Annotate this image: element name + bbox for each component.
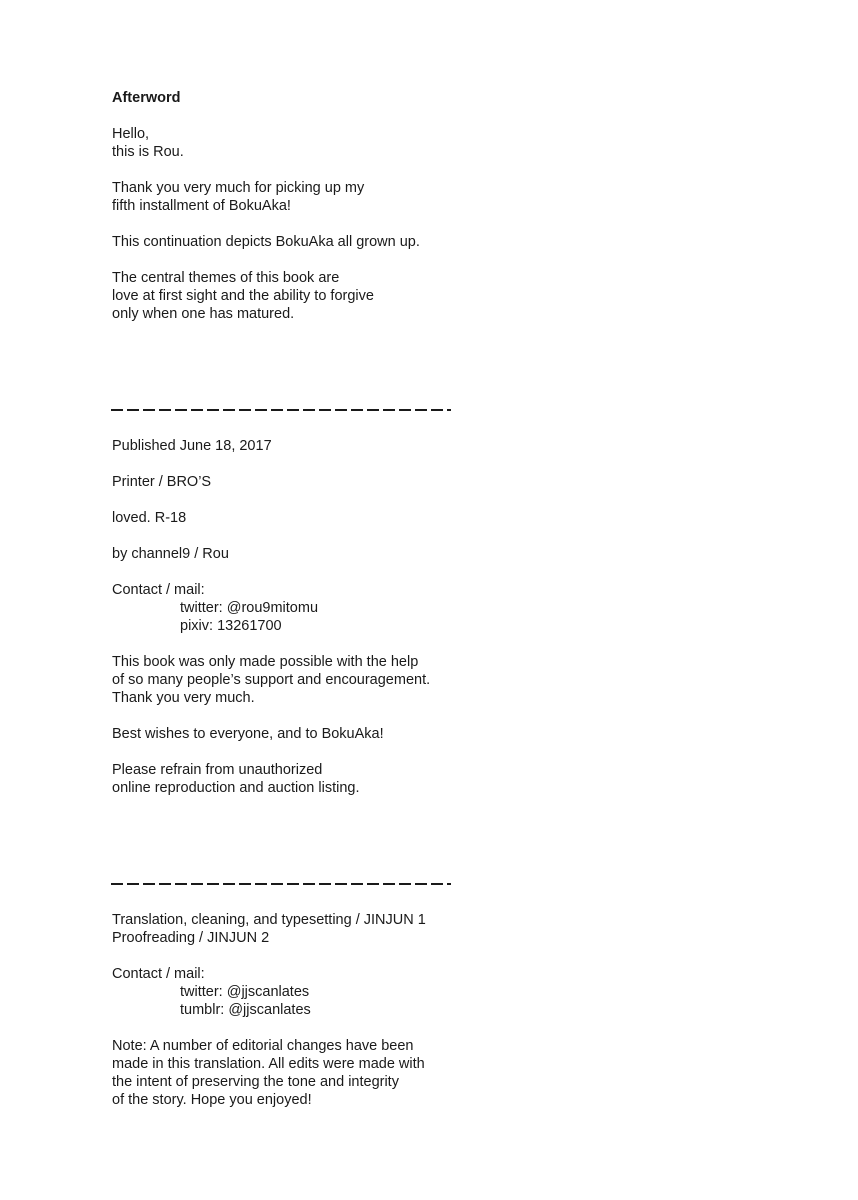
scanlation-note-line-2: made in this translation. All edits were made with [112, 1056, 425, 1072]
scanlation-tumblr: tumblr: @jjscanlates [180, 1002, 311, 1018]
colophon-printer: Printer / BRO’S [112, 474, 212, 490]
afterword-greeting-line-2: this is Rou. [112, 144, 184, 160]
scanlation-proofreading: Proofreading / JINJUN 2 [112, 930, 270, 946]
colophon-contact-label: Contact / mail: [112, 582, 205, 598]
colophon-wishes: Best wishes to everyone, and to BokuAka! [112, 726, 384, 742]
afterword-themes-line-3: only when one has matured. [112, 306, 295, 322]
afterword-continuation: This continuation depicts BokuAka all grown up. [112, 234, 420, 250]
colophon-help-line-1: This book was only made possible with the help [112, 654, 419, 670]
colophon-author: by channel9 / Rou [112, 546, 229, 562]
scanlation-contact-label: Contact / mail: [112, 966, 205, 982]
scanlation-twitter: twitter: @jjscanlates [180, 984, 310, 1000]
colophon-refrain-line-2: online reproduction and auction listing. [112, 780, 360, 796]
colophon-pixiv: pixiv: 13261700 [180, 618, 282, 634]
colophon-title-rating: loved. R-18 [112, 510, 187, 526]
colophon-help-line-2: of so many people’s support and encouragement. [112, 672, 431, 688]
afterword-title: Afterword [112, 90, 181, 106]
afterword-themes-line-2: love at first sight and the ability to forgive [112, 288, 374, 304]
colophon-refrain-line-1: Please refrain from unauthorized [112, 762, 323, 778]
scanlation-note-line-3: the intent of preserving the tone and integrity [112, 1074, 399, 1090]
scanlation-note-line-4: of the story. Hope you enjoyed! [112, 1092, 312, 1108]
afterword-themes-line-1: The central themes of this book are [112, 270, 340, 286]
colophon-help-line-3: Thank you very much. [112, 690, 255, 706]
section-divider-2 [111, 883, 451, 885]
colophon-twitter: twitter: @rou9mitomu [180, 600, 319, 616]
afterword-greeting-line-1: Hello, [112, 126, 150, 142]
afterword-thanks-line-2: fifth installment of BokuAka! [112, 198, 291, 214]
scanlation-note-line-1: Note: A number of editorial changes have been [112, 1038, 414, 1054]
scanlation-translation: Translation, cleaning, and typesetting / JINJUN 1 [112, 912, 426, 928]
afterword-thanks-line-1: Thank you very much for picking up my [112, 180, 365, 196]
colophon-published: Published June 18, 2017 [112, 438, 272, 454]
section-divider-1 [111, 409, 451, 411]
